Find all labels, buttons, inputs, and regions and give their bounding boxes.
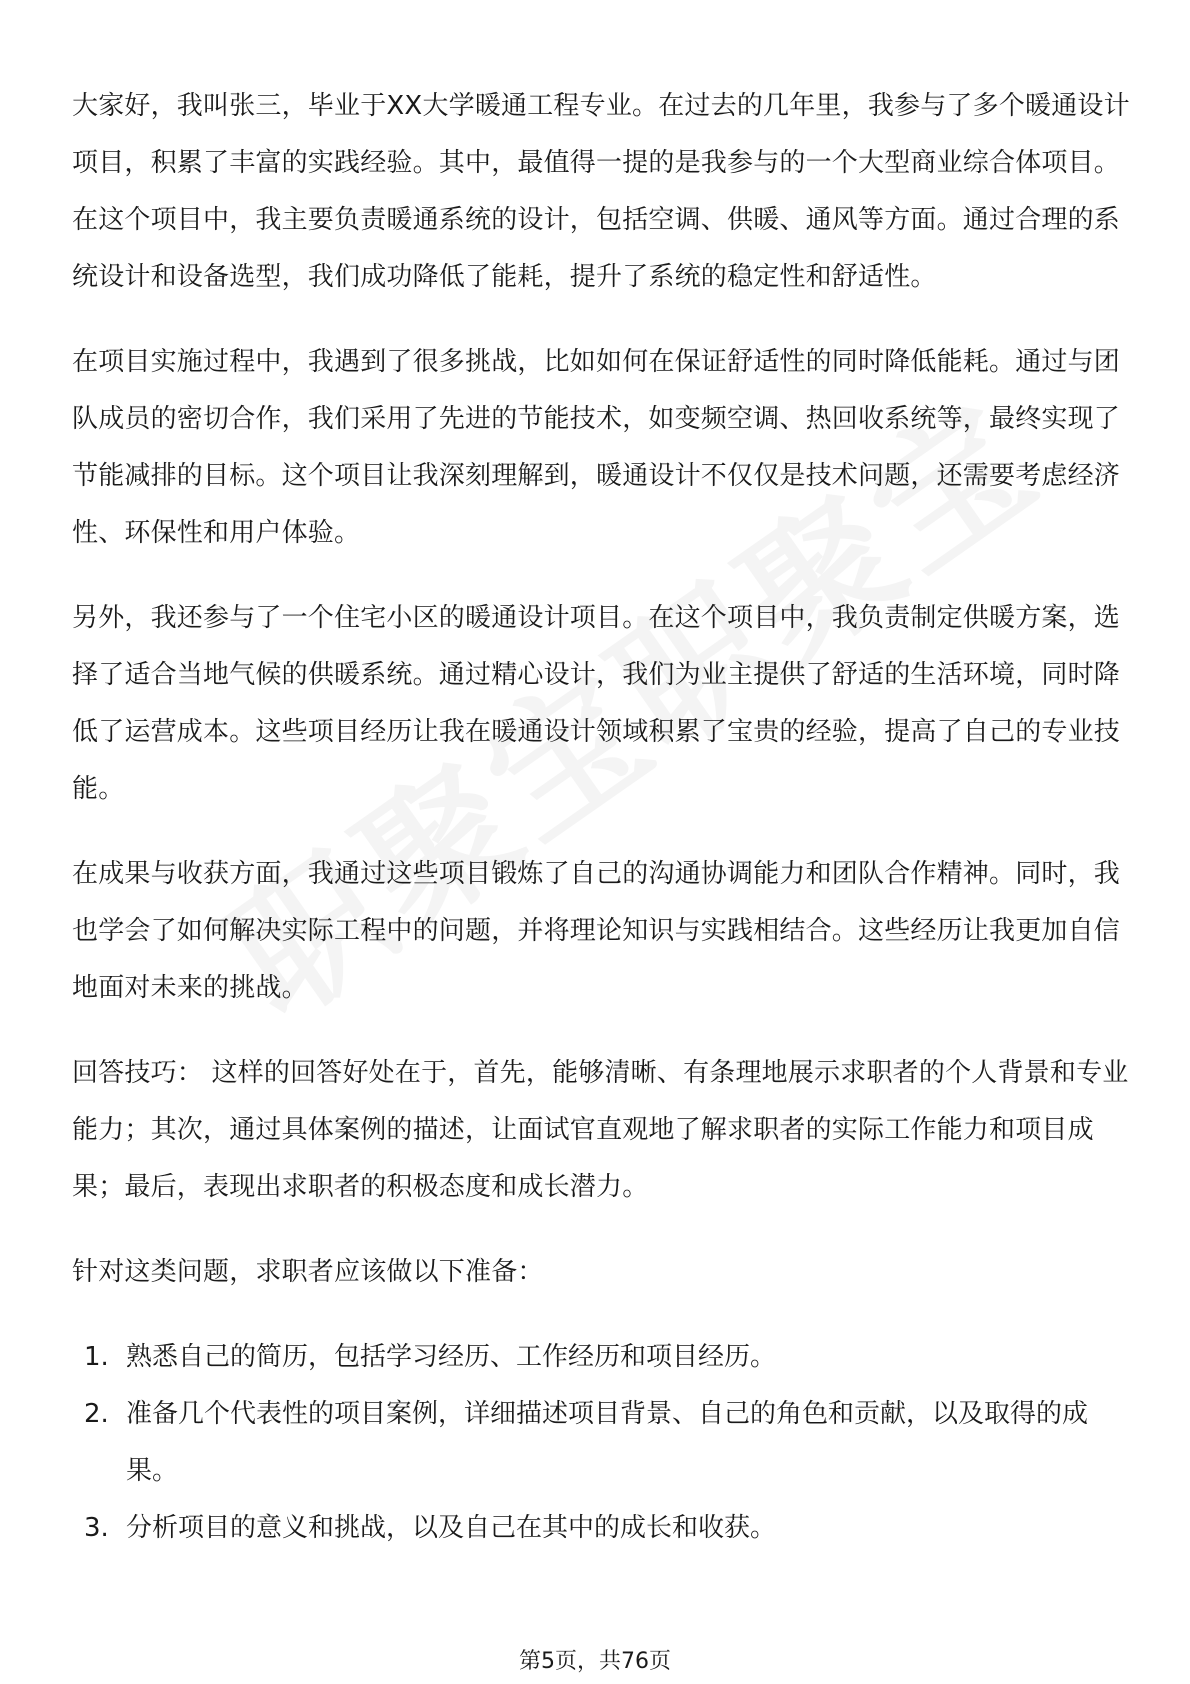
list-item-text: 分析项目的意义和挑战，以及自己在其中的成长和收获。 [126,1513,777,1543]
list-item-text: 准备几个代表性的项目案例，详细描述项目背景、自己的角色和贡献，以及取得的成果。 [126,1399,1089,1486]
paragraph-answer-tips: 回答技巧： 这样的回答好处在于，首先，能够清晰、有条理地展示求职者的个人背景和专业能力；其次，通过具体案例的描述，让面试官直观地了解求职者的实际工作能力和项目成果；最后，表现出求职者的积极态度和成长潜力。 [72,1058,1129,1202]
document-body [72,78,1132,1557]
list-item-number: 2. [84,1399,109,1429]
list-item [72,1386,1132,1500]
paragraph-challenges: 在项目实施过程中，我遇到了很多挑战，比如如何在保证舒适性的同时降低能耗。通过与团队成员的密切合作，我们采用了先进的节能技术，如变频空调、热回收系统等，最终实现了节能减排的目标。这个项目让我深刻理解到，暖通设计不仅仅是技术问题，还需要考虑经济性、环保性和用户体验。 [72,347,1121,548]
paragraph-achievements: 在成果与收获方面，我通过这些项目锻炼了自己的沟通协调能力和团队合作精神。同时，我也学会了如何解决实际工程中的问题，并将理论知识与实践相结合。这些经历让我更加自信地面对未来的挑战。 [72,859,1121,1003]
preparation-list [72,1329,1132,1557]
list-item-number: 1. [84,1342,109,1372]
paragraph-residential-project: 另外，我还参与了一个住宅小区的暖通设计项目。在这个项目中，我负责制定供暖方案，选择了适合当地气候的供暖系统。通过精心设计，我们为业主提供了舒适的生活环境，同时降低了运营成本。这些项目经历让我在暖通设计领域积累了宝贵的经验，提高了自己的专业技能。 [72,603,1121,804]
paragraph-preparation-intro: 针对这类问题，求职者应该做以下准备： [72,1257,544,1287]
list-item-text: 熟悉自己的简历，包括学习经历、工作经历和项目经历。 [126,1342,777,1372]
page-footer: 第5页，共76页 [519,1649,671,1674]
paragraph-intro: 大家好，我叫张三，毕业于XX大学暖通工程专业。在过去的几年里，我参与了多个暖通设计项目，积累了丰富的实践经验。其中，最值得一提的是我参与的一个大型商业综合体项目。在这个项目中，我主要负责暖通系统的设计，包括空调、供暖、通风等方面。通过合理的系统设计和设备选型，我们成功降低了能耗，提升了系统的稳定性和舒适性。 [72,91,1130,292]
list-item [72,1500,1132,1557]
list-item-number: 3. [84,1513,109,1543]
list-item [72,1329,1132,1386]
